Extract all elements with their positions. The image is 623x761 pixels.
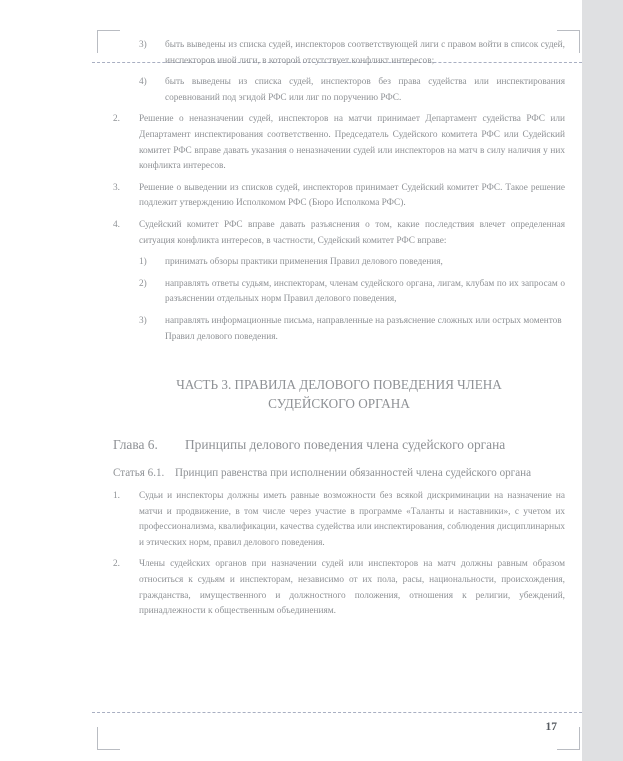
crop-mark-bottom-left	[97, 727, 120, 750]
list-marker: 2.	[113, 559, 120, 570]
list-text: быть выведены из списка судей, инспекторов без права судейства или инспектирования соревнований под эгидой РФС или лиг по поручению РФС.	[165, 77, 565, 103]
page-number: 17	[545, 721, 557, 733]
article-heading	[113, 465, 565, 481]
chapter-number: Глава 6.	[113, 437, 158, 453]
list-marker: 3)	[139, 40, 147, 50]
list-item	[139, 38, 565, 69]
list-marker: 4)	[139, 77, 147, 88]
list-marker: 2)	[139, 278, 147, 289]
list-text: Решение о выведении из списков судей, инспекторов принимает Судейский комитет РФС. Такое решение подлежит утверждению Исполкомом РФС (Бюро Исполкома РФС).	[139, 182, 565, 209]
article-number: Статья 6.1.	[113, 467, 165, 480]
chapter-title: Принципы делового поведения члена судейского органа	[185, 437, 506, 453]
list-text: направлять ответы судьям, инспекторам, членам судейского органа, лигам, клубам по их запросам о разъяснении отдельных норм Правил делового поведения,	[165, 278, 565, 305]
list-item	[139, 255, 565, 271]
list-marker: 3.	[113, 182, 120, 193]
part-heading: ЧАСТЬ 3. ПРАВИЛА ДЕЛОВОГО ПОВЕДЕНИЯ ЧЛЕНА СУДЕЙСКОГО ОРГАНА	[176, 377, 502, 412]
chapter-heading	[113, 435, 565, 454]
document-text-body	[113, 38, 565, 620]
list-text: Судейский комитет РФС вправе давать разъяснения о том, какие последствия влечет определенная ситуация конфликта интересов, в частности, Судейский комитет РФС вправе:	[139, 219, 565, 246]
trim-guide-bottom	[92, 712, 582, 713]
list-marker: 2.	[113, 114, 120, 125]
list-item	[113, 112, 565, 174]
list-item	[113, 557, 565, 619]
crop-mark-bottom-right	[557, 727, 580, 750]
list-marker: 3)	[139, 315, 147, 326]
list-text: быть выведены из списка судей, инспекторов соответствующей лиги с правом войти в список судей, инспекторов иной лиги, в которой отсутствует конфликт интересов;	[165, 40, 565, 66]
list-item	[139, 314, 565, 345]
page-edge-shadow	[582, 0, 623, 761]
list-item	[113, 489, 565, 551]
list-item	[113, 218, 565, 249]
list-marker: 1)	[139, 257, 147, 268]
list-text: принимать обзоры практики применения Правил делового поведения,	[165, 257, 443, 268]
list-text: Судьи и инспекторы должны иметь равные возможности без всякой дискриминации на назначение на матчи и продвижение, в том числе через участие в программе «Таланты и наставники», с учетом их профессионализма, квалификации, качества судейства или инспектирования, соблюдения дисциплинарных и этических норм, правил делового поведения.	[139, 491, 565, 548]
list-item	[139, 277, 565, 308]
list-marker: 1.	[113, 491, 120, 502]
list-text: Члены судейских органов при назначении судей или инспекторов на матч должны равным образом относиться к судьям и инспекторам, независимо от их пола, расы, национальности, происхождения, гражданства, имущественного и должностного положения, отношения к религии, убеждений, принадлежности к общественным объединениям.	[139, 559, 565, 617]
list-text: Решение о неназначении судей, инспекторов на матчи принимает Департамент судейства РФС или Департамент инспектирования соответственно. Председатель Судейского комитета РФС или Судейский комитет РФС вправе давать указания о неназначении судей или инспекторов на матч в силу наличия у них конфликта интересов.	[139, 114, 565, 172]
list-text: направлять информационные письма, направленные на разъяснение сложных или острых моментов Правил делового поведения.	[165, 315, 562, 342]
list-marker: 4.	[113, 219, 120, 230]
list-item	[139, 75, 565, 106]
article-title: Принцип равенства при исполнении обязанностей члена судейского органа	[175, 467, 532, 480]
list-item	[113, 181, 565, 212]
